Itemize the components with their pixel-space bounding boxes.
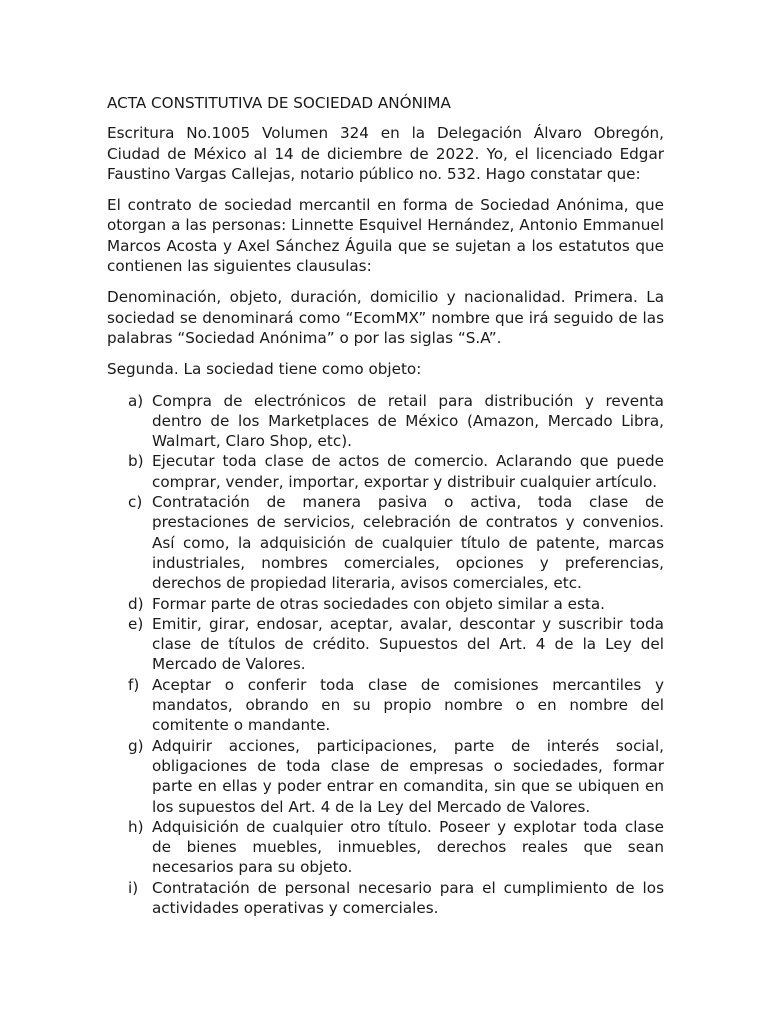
contract-paragraph: El contrato de sociedad mercantil en forma de Sociedad Anónima, que otorgan a las personas: Linnette Esquivel Hernández, Antonio Emmanuel Marcos Acosta y Axel Sánchez Águila que se sujetan a los estatutos que contienen las siguientes clausulas: [107,196,664,276]
list-item-text: Contratación de manera pasiva o activa, toda clase de prestaciones de servicios, celebración de contratos y convenios. Así como, la adquisición de cualquier título de patente, marcas industriales, nombres comerciales, opciones y preferencias, derechos de propiedad literaria, avisos comerciales, etc. [152,493,664,593]
list-item-text: Adquirir acciones, participaciones, parte de interés social, obligaciones de toda clase de empresas o sociedades, formar parte en ellas y poder entrar en comandita, sin que se ubiquen en los supuestos del Art. 4 de la Ley del Mercado de Valores. [152,736,664,816]
list-marker: c) [128,493,143,512]
list-item-text: Formar parte de otras sociedades con objeto similar a esta. [152,594,605,613]
list-item [107,736,664,817]
list-item [107,817,664,878]
intro-paragraph: Escritura No.1005 Volumen 324 en la Delegación Álvaro Obregón, Ciudad de México al 14 de diciembre de 2022. Yo, el licenciado Edgar Faustino Vargas Callejas, notario público no. 532. Hago constatar que: [107,124,664,183]
list-marker: f) [128,675,140,694]
list-marker: e) [128,614,144,633]
list-marker: b) [128,452,144,471]
list-item-text: Contratación de personal necesario para el cumplimiento de los actividades operativas y comerciales. [152,878,664,917]
list-item [107,594,664,614]
document-title: ACTA CONSTITUTIVA DE SOCIEDAD ANÓNIMA [107,94,451,112]
list-item-text: Emitir, girar, endosar, aceptar, avalar, descontar y suscribir toda clase de títulos de crédito. Supuestos del Art. 4 de la Ley del Mercado de Valores. [152,614,664,674]
list-item [107,878,664,919]
list-marker: d) [128,594,144,613]
list-item-text: Compra de electrónicos de retail para distribución y reventa dentro de los Marketplaces de México (Amazon, Mercado Libra, Walmart, Claro Shop, etc). [152,391,664,451]
list-item [107,675,664,736]
list-marker: i) [128,878,139,897]
list-item-text: Aceptar o conferir toda clase de comisiones mercantiles y mandatos, obrando en su propio nombre o en nombre del comitente o mandante. [152,675,664,735]
list-item [107,451,664,492]
list-item [107,614,664,675]
first-clause-paragraph: Denominación, objeto, duración, domicilio y nacionalidad. Primera. La sociedad se denominará como “EcomMX” nombre que irá seguido de las palabras “Sociedad Anónima” o por las siglas “S.A”. [107,288,664,347]
list-item-text: Adquisición de cualquier otro título. Poseer y explotar toda clase de bienes muebles, inmuebles, derechos reales que sean necesarios para su objeto. [152,817,664,877]
list-marker: g) [128,736,144,755]
second-clause-heading: Segunda. La sociedad tiene como objeto: [107,360,422,379]
list-item [107,492,664,593]
list-item [107,391,664,452]
object-clause-list [107,391,664,919]
list-marker: a) [128,391,144,410]
list-marker: h) [128,817,144,836]
list-item-text: Ejecutar toda clase de actos de comercio. Aclarando que puede comprar, vender, importar, exportar y distribuir cualquier artículo. [152,452,664,491]
